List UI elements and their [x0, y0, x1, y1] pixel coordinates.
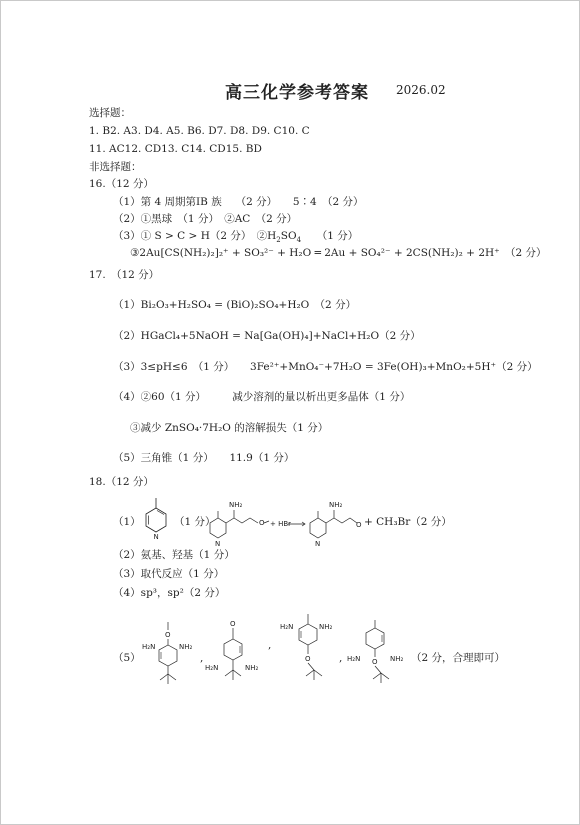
answer-6: 6. D	[194, 125, 217, 137]
product-n-label: N	[315, 540, 321, 548]
q18-part-5-score: （2 分，合理即可）	[411, 652, 506, 664]
q16-part-3	[113, 229, 358, 243]
separator-comma-1: ,	[200, 652, 204, 664]
q16-part-3-sub-1: 2	[276, 236, 281, 245]
answer-13: 13. C	[161, 143, 190, 155]
q18-part-1-number: （1）	[113, 516, 141, 528]
answer-2: 2. A	[110, 125, 132, 137]
product-amine-label: NH₂	[329, 501, 343, 509]
isomer-2-nh2-label: NH₂	[245, 664, 259, 672]
isomer-1-nh2-label: NH₂	[179, 643, 193, 651]
q16-part-3-equation: ③2Au[CS(NH₂)₂]₂⁺ + SO₃²⁻ + H₂O ═ 2Au + SO₄²⁻ + 2CS(NH₂)₂ + 2H⁺ （2 分）	[130, 247, 547, 259]
non-mc-heading: 非选择题：	[89, 161, 142, 173]
answer-4: 4. A	[152, 125, 174, 137]
q16-part-3-e: （1 分）	[301, 230, 359, 242]
q16-part-3-c: SO	[280, 230, 297, 242]
q18-part-1-score: （1 分）	[174, 516, 216, 528]
isomer-structure-3	[276, 612, 343, 698]
q17-part-1: （1）Bi₂O₃+H₂SO₄ = (BiO)₂SO₄+H₂O （2 分）	[113, 299, 357, 311]
answer-14: 14. CD	[189, 143, 226, 155]
q17-part-3: （3）3≤pH≤6 （1 分） 3Fe²⁺+MnO₄⁻+7H₂O = 3Fe(OH)₃+MnO₂+5H⁺（2 分）	[113, 361, 538, 373]
answer-8: 8. D	[238, 125, 261, 137]
mc-row-1	[89, 124, 310, 138]
exam-date: 2026.02	[396, 83, 446, 97]
reactant-n-label: N	[215, 540, 221, 548]
q17-part-4-3: ③减少 ZnSO₄·7H₂O 的溶解损失（1 分）	[130, 422, 329, 434]
answer-11: 11. AC	[89, 143, 125, 155]
q18-part-2: （2）氨基、羟基（1 分）	[113, 549, 235, 561]
mc-heading: 选择题：	[89, 107, 131, 119]
mc-row-2	[89, 142, 262, 156]
q18-part-3: （3）取代反应（1 分）	[113, 568, 225, 580]
isomer-2-o-label: O	[230, 620, 236, 628]
answer-5: 5. B	[173, 125, 195, 137]
reaction-scheme	[206, 496, 366, 552]
answer-9: 9. C	[260, 125, 282, 137]
isomer-structure-1	[140, 618, 202, 696]
q17-part-4: （4）②60（1 分） 减少溶剂的量以析出更多晶体（1 分）	[113, 391, 411, 403]
structure-4-methylpyridine	[140, 496, 172, 546]
isomer-4-nh2-label: NH₂	[390, 655, 404, 663]
answer-3: 3. D	[131, 125, 153, 137]
q18-part-5-number: （5）	[113, 652, 141, 664]
isomer-2-h2n-label: H₂N	[205, 664, 219, 672]
q16-part-1: （1）第 4 周期第IB 族 （2 分） 5∶4 （2 分）	[113, 196, 364, 208]
q16-part-3-sub-2: 4	[296, 236, 302, 245]
q16-heading: 16.（12 分）	[89, 178, 154, 190]
answer-15: 15. BD	[225, 143, 262, 155]
q16-part-3-a: （3）① S > C > H（2 分） ②H	[113, 230, 277, 242]
isomer-1-o-label: O	[165, 631, 171, 639]
isomer-3-nh2-label: NH₂	[319, 623, 333, 631]
q18-heading: 18.（12 分）	[89, 476, 154, 488]
product-oh-label: O	[356, 521, 362, 529]
separator-comma-2: ,	[268, 639, 272, 651]
reactant-oxygen-label: O	[259, 519, 265, 527]
q16-part-2: （2）①黑球 （1 分） ②AC （2 分）	[113, 213, 298, 225]
isomer-4-h2n-label: H₂N	[347, 655, 361, 663]
isomer-3-o-label: O	[305, 655, 311, 663]
atom-label-n: N	[153, 533, 159, 541]
isomer-4-o-label: O	[372, 658, 378, 666]
isomer-3-h2n-label: H₂N	[280, 623, 294, 631]
q17-part-5: （5）三角锥（1 分） 11.9（1 分）	[113, 452, 295, 464]
q17-heading: 17. （12 分）	[89, 269, 160, 281]
reaction-reagent: + HBr	[270, 520, 292, 528]
isomer-structure-2	[205, 618, 267, 696]
reactant-amine-label: NH₂	[229, 501, 243, 509]
q18-part-4: （4）sp³，sp²（2 分）	[113, 587, 226, 599]
answer-12: 12. CD	[124, 143, 162, 155]
page-title: 高三化学参考答案	[225, 83, 369, 103]
q18-part-1-product: + CH₃Br（2 分）	[364, 516, 452, 528]
answer-7: 7. D	[216, 125, 239, 137]
separator-comma-3: ,	[339, 652, 343, 664]
answer-10: 10. C	[281, 125, 310, 137]
isomer-structure-4	[345, 618, 411, 702]
isomer-1-h2n-label: H₂N	[142, 643, 156, 651]
answer-1: 1. B	[89, 125, 111, 137]
q17-part-2: （2）HGaCl₄+5NaOH = Na[Ga(OH)₄]+NaCl+H₂O（2 分）	[113, 330, 421, 342]
